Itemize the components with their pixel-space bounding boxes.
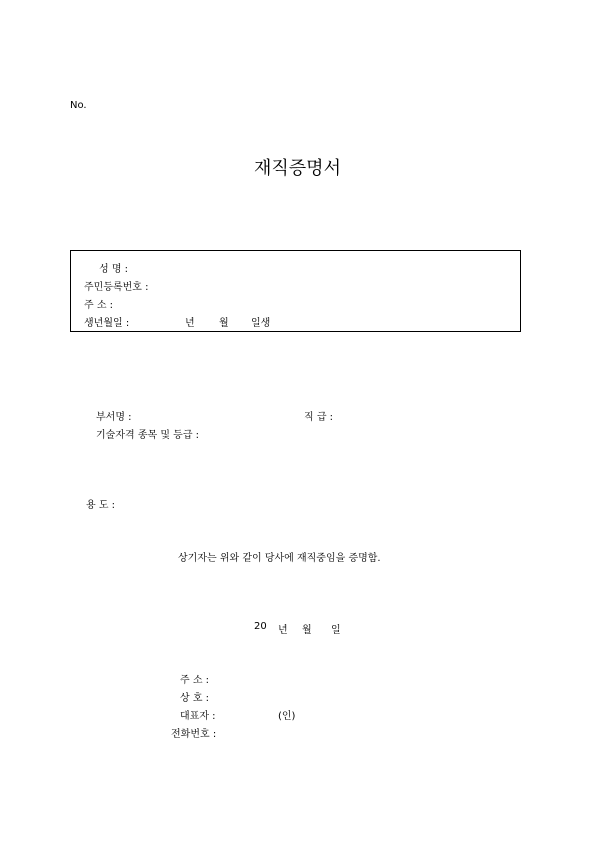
purpose-label: 용 도 :: [86, 500, 116, 511]
qualification-label: 기술자격 종목 및 등급 :: [96, 430, 200, 441]
date-year-prefix: 20: [254, 621, 267, 632]
date-month-label: 월: [302, 625, 312, 636]
representative-label: 대표자 :: [180, 711, 216, 722]
company-address-label: 주 소 :: [180, 675, 210, 686]
date-day-label: 일: [331, 625, 341, 636]
birth-year-label: 년: [185, 318, 195, 329]
birth-month-label: 월: [219, 318, 229, 329]
certification-statement: 상기자는 위와 같이 당사에 재직중임을 증명함.: [178, 553, 381, 564]
birth-date-label: 생년월일 :: [84, 318, 130, 329]
name-field-label: 성 명 :: [99, 264, 129, 275]
date-year-label: 년: [278, 625, 288, 636]
birth-day-label: 일생: [251, 318, 271, 329]
company-phone-label: 전화번호 :: [171, 729, 217, 740]
document-title: 재직증명서: [254, 158, 341, 179]
document-number-label: No.: [70, 100, 87, 111]
department-label: 부서명 :: [96, 412, 132, 423]
company-name-label: 상 호 :: [180, 693, 210, 704]
resident-number-label: 주민등록번호 :: [84, 282, 149, 293]
address-field-label: 주 소 :: [84, 300, 114, 311]
seal-label: (인): [278, 711, 296, 722]
personal-info-box: [70, 250, 521, 332]
position-label: 직 급 :: [304, 412, 334, 423]
